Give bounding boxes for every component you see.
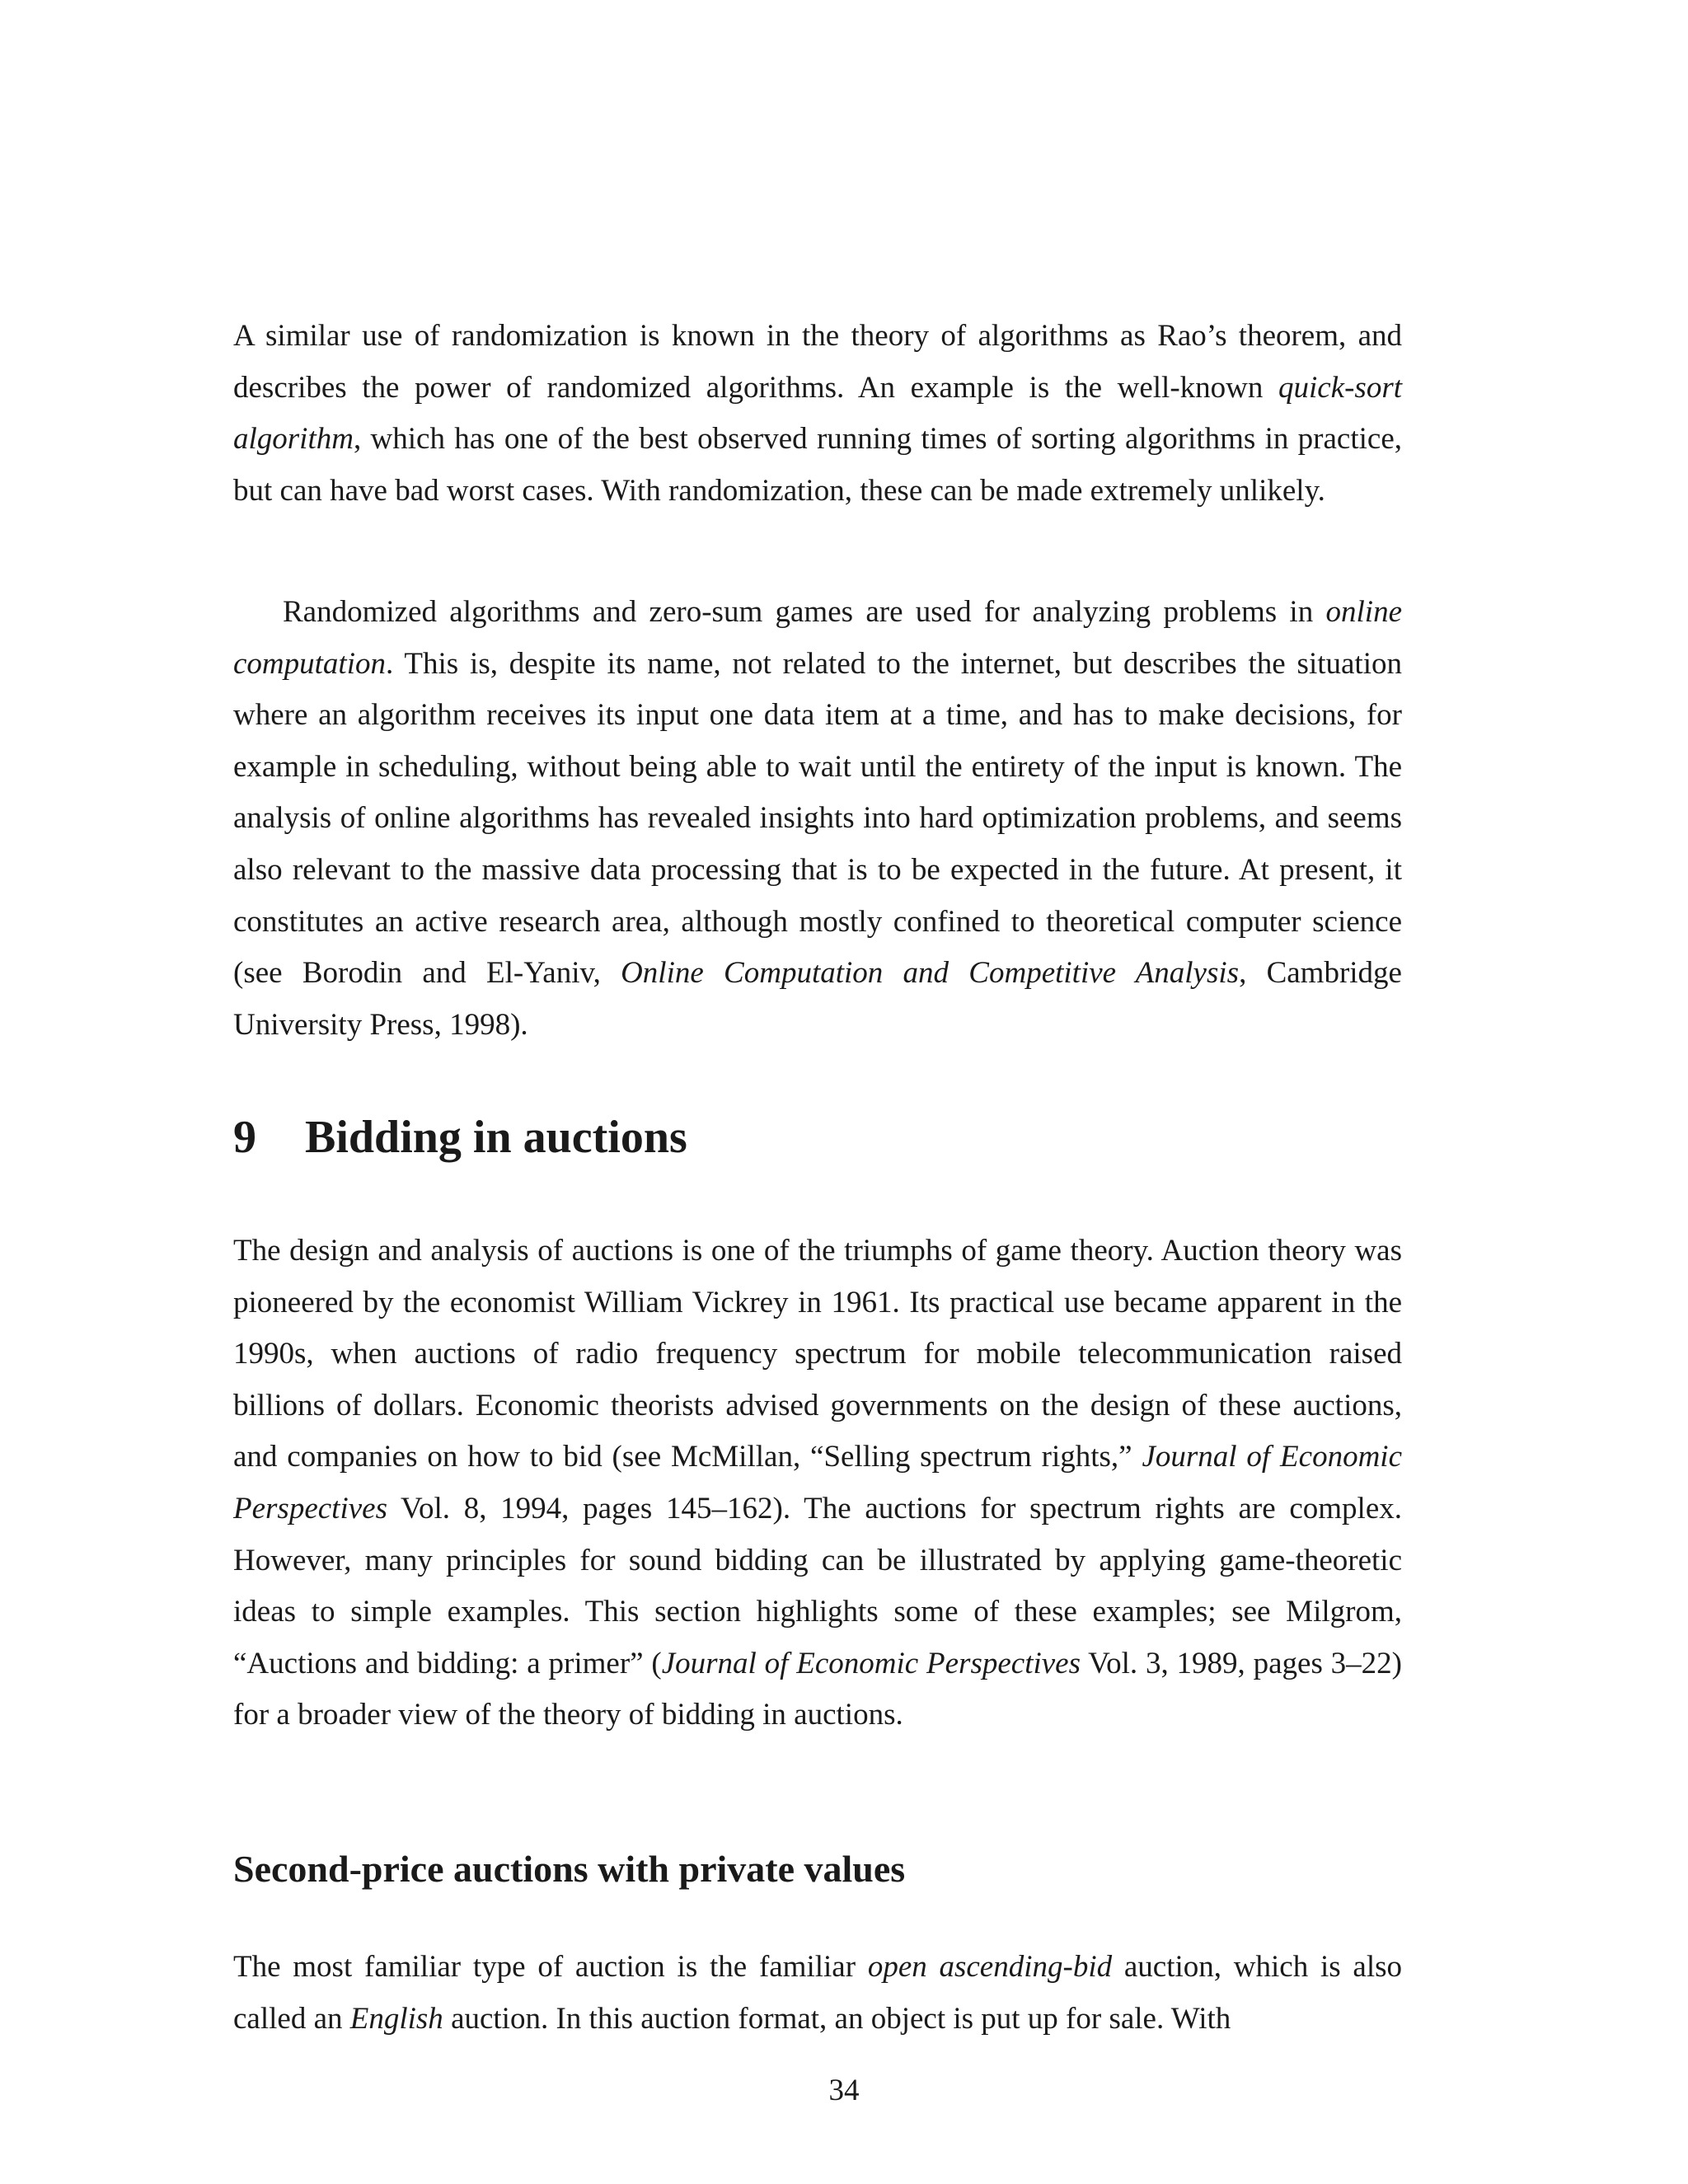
paragraph-online-computation [233,587,1402,1051]
text-run: Vol. 8, 1994, pages 145–162). The auctions for spectrum rights are complex. However, many principles for sound bidding can be illustrated by applying game-theoretic ideas to simple examples. This section highlights some of these examples; see Milgrom, “Auctions and bidding: a primer” ( [233,1491,1402,1680]
text-run: Vol. 3, 1989, pages 3–22) for a broader view of the theory of bidding in auctions. [233,1646,1403,1732]
emphasis-quicksort: quick-sort algorithm [233,370,1402,457]
text-run: , Cambridge University Press, 1998). [233,956,1402,1042]
paragraph-english-auction [233,1942,1402,2045]
text-run: auction, which is also called an [233,1950,1403,2036]
text-run: , which has one of the best observed running times of sorting algorithms in practice, but can have bad worst cases. With randomization, these can be made extremely unlikely. [233,422,1402,508]
emphasis-journal-title: Journal of Economic Perspectives [661,1646,1081,1680]
emphasis-journal-title: Journal of Economic Perspectives [233,1440,1402,1526]
text-run: Randomized algorithms and zero-sum games are used for analyzing problems in [283,595,1326,629]
text-run: auction. In this auction format, an object is put up for sale. With [443,2001,1231,2036]
emphasis-open-ascending-bid: open ascending-bid [867,1950,1113,1984]
paragraph-auction-design [233,1226,1402,1741]
emphasis-english: English [349,2001,443,2036]
paragraph-randomization-rao [233,311,1402,517]
emphasis-online-computation: online computation [233,595,1402,681]
section-number: 9 [233,1112,256,1163]
page-number: 34 [828,2074,860,2107]
text-run: A similar use of randomization is known in the theory of algorithms as Rao’s theorem, and describes the power of randomized algorithms. An example is the well-known [233,319,1402,405]
section-heading [233,1108,687,1166]
text-run: The design and analysis of auctions is one of the triumphs of game theory. Auction theory was pioneered by the economist William Vickrey in 1961. Its practical use became apparent in the 1990s, when auctions of radio frequency spectrum for mobile telecommunication raised billions of dollars. Economic theorists advised governments on the design of these auctions, and companies on how to bid (see McMillan, “Selling spectrum rights,” [233,1234,1402,1474]
subsection-heading: Second-price auctions with private values [233,1848,906,1890]
emphasis-book-title: Online Computation and Competitive Analysis [621,956,1240,991]
text-run: The most familiar type of auction is the familiar [233,1950,868,1984]
section-title: Bidding in auctions [305,1112,687,1163]
text-run: . This is, despite its name, not related to the internet, but describes the situation where an algorithm receives its input one data item at a time, and has to make decisions, for example in scheduling, without being able to wait until the entirety of the input is known. The analysis of online algorithms has revealed insights into hard optimization problems, and seems also relevant to the massive data processing that is to be expected in the future. At present, it constitutes an active research area, although mostly confined to theoretical computer science (see Borodin and El-Yaniv, [233,646,1402,991]
